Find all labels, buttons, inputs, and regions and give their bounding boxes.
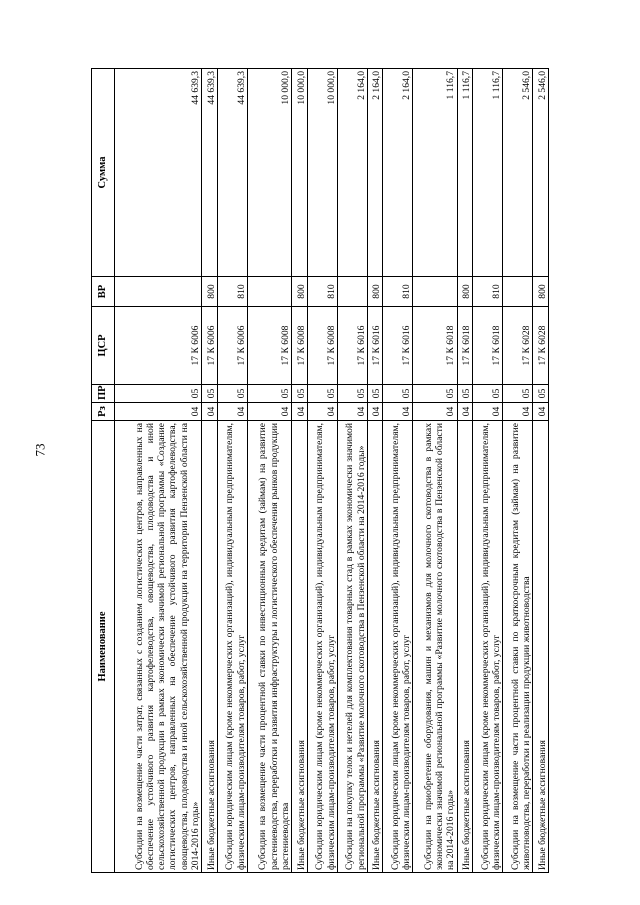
cell-csr: 17 К 6018 (473, 307, 503, 385)
cell-rz: 04 (383, 403, 413, 421)
cell-vr (503, 277, 533, 307)
cell-pr: 05 (217, 385, 247, 403)
cell-name: Субсидии юридическим лицам (кроме некоммерческих организаций), индивидуальным предпринимателям, физическим лицам-производителям товаров, работ, услуг (383, 421, 413, 873)
cell-sum: 44 639,3 (115, 69, 202, 277)
page-number: 73 (32, 443, 48, 457)
cell-csr: 17 К 6018 (413, 307, 457, 385)
cell-vr: 810 (307, 277, 337, 307)
cell-name: Субсидии юридическим лицам (кроме некоммерческих организаций), индивидуальным предпринимателям, физическим лицам-производителям товаров, работ, услуг (307, 421, 337, 873)
cell-sum: 1 116,7 (457, 69, 473, 277)
cell-name: Субсидии юридическим лицам (кроме некоммерческих организаций), индивидуальным предпринимателям, физическим лицам-производителям товаров, работ, услуг (217, 421, 247, 873)
cell-name: Иные бюджетные ассигнования (202, 421, 218, 873)
cell-pr: 05 (533, 385, 549, 403)
table-row (307, 69, 337, 873)
header-pr: ПР (92, 385, 115, 403)
cell-rz: 04 (247, 403, 291, 421)
table-row (457, 69, 473, 873)
table-row (383, 69, 413, 873)
cell-sum: 1 116,7 (413, 69, 457, 277)
cell-rz: 04 (292, 403, 308, 421)
cell-csr: 17 К 6018 (457, 307, 473, 385)
cell-sum: 2 164,0 (383, 69, 413, 277)
header-sum: Сумма (92, 69, 115, 277)
cell-pr: 05 (457, 385, 473, 403)
cell-sum: 10 000,0 (247, 69, 291, 277)
cell-pr: 05 (367, 385, 383, 403)
cell-vr: 810 (217, 277, 247, 307)
cell-vr: 800 (367, 277, 383, 307)
cell-name: Субсидии на возмещение части процентной ставки по краткосрочным кредитам (займам) на развитие животноводства, переработки и реализации продукции животноводства (503, 421, 533, 873)
cell-pr: 05 (503, 385, 533, 403)
table-row (473, 69, 503, 873)
table-row (202, 69, 218, 873)
cell-name: Иные бюджетные ассигнования (533, 421, 549, 873)
cell-pr: 05 (473, 385, 503, 403)
cell-vr: 800 (292, 277, 308, 307)
cell-pr: 05 (337, 385, 367, 403)
cell-rz: 04 (503, 403, 533, 421)
cell-name: Субсидии на возмещение части процентной ставки по инвестиционным кредитам (займам) на развитие растениеводства, переработки и развития инфраструктуры и логистического обеспечения рынков продукции растениеводства (247, 421, 291, 873)
cell-rz: 04 (337, 403, 367, 421)
table-row (413, 69, 457, 873)
cell-csr: 17 К 6006 (202, 307, 218, 385)
budget-table-container (91, 69, 549, 873)
cell-rz: 04 (217, 403, 247, 421)
cell-sum: 10 000,0 (307, 69, 337, 277)
cell-csr: 17 К 6008 (292, 307, 308, 385)
cell-sum: 10 000,0 (292, 69, 308, 277)
cell-name: Субсидии на возмещение части затрат, связанных с созданием логистических центров, направленных на обеспечение устойчивого развития картофелеводства, овощеводства, плодоводства и иной сельскохозяйственной продукции в рамках экономически значимой региональной программы «Создание логистических центров, направленных на обеспечение устойчивого развития картофелеводства, овощеводства, плодоводства и иной сельскохозяйственной продукции на территории Пензенской области на 2014-2016 годы» (115, 421, 202, 873)
cell-csr: 17 К 6028 (533, 307, 549, 385)
table-row (115, 69, 202, 873)
cell-vr (337, 277, 367, 307)
cell-csr: 17 К 6016 (383, 307, 413, 385)
header-rz: Рз (92, 403, 115, 421)
cell-csr: 17 К 6006 (115, 307, 202, 385)
header-name: Наименование (92, 421, 115, 873)
cell-vr: 810 (383, 277, 413, 307)
cell-sum: 44 639,3 (202, 69, 218, 277)
cell-name: Иные бюджетные ассигнования (292, 421, 308, 873)
cell-rz: 04 (413, 403, 457, 421)
cell-csr: 17 К 6016 (367, 307, 383, 385)
cell-csr: 17 К 6016 (337, 307, 367, 385)
cell-vr: 810 (473, 277, 503, 307)
header-vr: ВР (92, 277, 115, 307)
cell-vr: 800 (533, 277, 549, 307)
cell-name: Субсидии на приобретение оборудования, машин и механизмов для молочного скотоводства в рамках экономически значимой региональной программы «Развитие молочного скотоводства в Пензенской области на 2014-2016 годы» (413, 421, 457, 873)
cell-csr: 17 К 6028 (503, 307, 533, 385)
cell-pr: 05 (247, 385, 291, 403)
cell-vr (247, 277, 291, 307)
cell-pr: 05 (202, 385, 218, 403)
cell-rz: 04 (367, 403, 383, 421)
table-row (533, 69, 549, 873)
header-csr: ЦСР (92, 307, 115, 385)
cell-vr: 800 (457, 277, 473, 307)
cell-rz: 04 (533, 403, 549, 421)
cell-pr: 05 (292, 385, 308, 403)
cell-name: Субсидии на покупку телок и нетелей для комплектования товарных стад в рамках экономически значимой региональной программы «Развитие молочного скотоводства в Пензенской области на 2014-2016 годы» (337, 421, 367, 873)
cell-pr: 05 (413, 385, 457, 403)
cell-name: Иные бюджетные ассигнования (457, 421, 473, 873)
table-row (247, 69, 291, 873)
cell-rz: 04 (202, 403, 218, 421)
cell-csr: 17 К 6006 (217, 307, 247, 385)
cell-csr: 17 К 6008 (307, 307, 337, 385)
cell-sum: 2 546,0 (533, 69, 549, 277)
cell-sum: 2 164,0 (337, 69, 367, 277)
cell-csr: 17 К 6008 (247, 307, 291, 385)
cell-sum: 1 116,7 (473, 69, 503, 277)
cell-vr (413, 277, 457, 307)
cell-pr: 05 (307, 385, 337, 403)
cell-pr: 05 (115, 385, 202, 403)
table-header-row (92, 69, 115, 873)
table-row (337, 69, 367, 873)
cell-sum: 44 639,3 (217, 69, 247, 277)
table-row (503, 69, 533, 873)
cell-rz: 04 (457, 403, 473, 421)
budget-table (91, 68, 549, 873)
table-row (367, 69, 383, 873)
cell-rz: 04 (307, 403, 337, 421)
cell-vr (115, 277, 202, 307)
cell-rz: 04 (473, 403, 503, 421)
table-row (292, 69, 308, 873)
cell-name: Иные бюджетные ассигнования (367, 421, 383, 873)
cell-rz: 04 (115, 403, 202, 421)
table-row (217, 69, 247, 873)
cell-name: Субсидии юридическим лицам (кроме некоммерческих организаций), индивидуальным предпринимателям, физическим лицам-производителям товаров, работ, услуг (473, 421, 503, 873)
cell-sum: 2 546,0 (503, 69, 533, 277)
cell-pr: 05 (383, 385, 413, 403)
cell-sum: 2 164,0 (367, 69, 383, 277)
cell-vr: 800 (202, 277, 218, 307)
